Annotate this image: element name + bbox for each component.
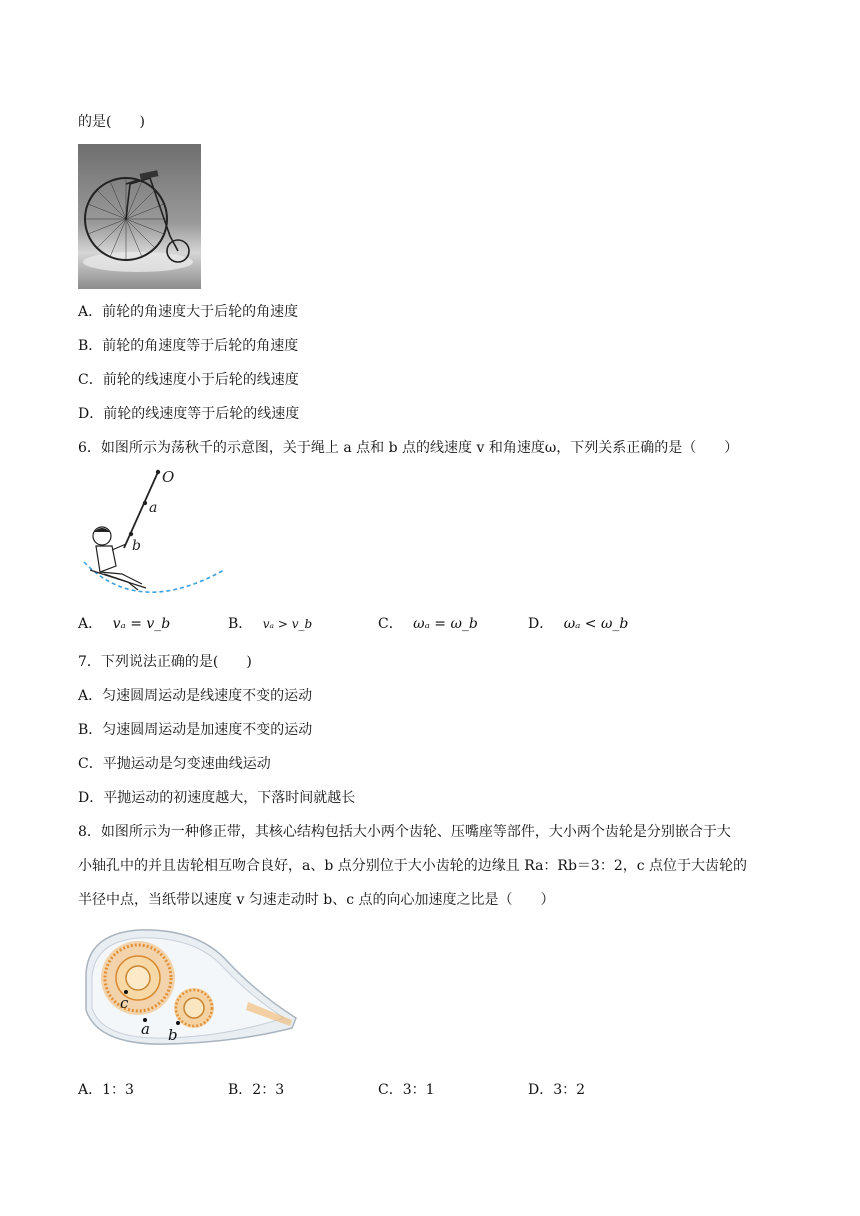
q8-option-b[interactable]: B．2：3 [228,1082,285,1098]
q6-option-b-letter: B． [228,616,253,632]
q7-option-b[interactable]: B．匀速圆周运动是加速度不变的运动 [78,722,313,738]
q5-option-b[interactable]: B．前轮的角速度等于后轮的角速度 [78,338,299,354]
q5-option-a[interactable]: A．前轮的角速度大于后轮的角速度 [78,304,299,320]
question-7-stem: 7．下列说法正确的是( ) [78,654,252,670]
q5-option-c[interactable]: C．前轮的线速度小于后轮的线速度 [78,372,299,388]
q6-option-c-letter: C． [378,616,403,632]
question-8-stem-line-2: 小轴孔中的并且齿轮相互吻合良好，a、b 点分别位于大小齿轮的边缘且 Ra：Rb＝3：2，c 点位于大齿轮的 [78,858,748,874]
q6-option-a-letter: A． [78,616,103,632]
q6-option-d-expr: ωₐ < ω_b [563,616,629,632]
tape-label-b: b [168,1026,178,1044]
q6-option-d[interactable] [528,614,628,634]
q8-option-c[interactable]: C．3：1 [378,1082,435,1098]
q8-option-d[interactable]: D．3：2 [528,1082,586,1098]
swing-label-b: b [132,538,141,554]
correction-tape-photo [78,922,300,1050]
q7-option-c[interactable]: C．平抛运动是匀变速曲线运动 [78,756,271,772]
swing-label-a: a [149,500,158,516]
swing-label-o: O [162,468,175,486]
q6-option-d-letter: D． [528,616,554,632]
q6-option-a-expr: vₐ = v_b [112,616,171,632]
swing-diagram [78,466,228,602]
q6-option-c-expr: ωₐ = ω_b [413,616,478,632]
q8-options-row [78,1080,698,1100]
q7-option-d[interactable]: D．平抛运动的初速度越大，下落时间就越长 [78,790,356,806]
tape-label-a: a [141,1020,150,1038]
tape-label-c: c [120,994,129,1012]
question-8-stem-line-1: 8．如图所示为一种修正带，其核心结构包括大小两个齿轮、压嘴座等部件，大小两个齿轮是分别嵌合于大 [78,824,731,840]
q6-option-b-expr: vₐ > v_b [262,617,313,631]
q7-option-a[interactable]: A．匀速圆周运动是线速度不变的运动 [78,688,313,704]
penny-farthing-photo [78,144,201,289]
question-6-stem: 6．如图所示为荡秋千的示意图，关于绳上 a 点和 b 点的线速度 v 和角速度ω，下列关系正确的是（ ） [78,440,739,456]
question-8-stem-line-3: 半径中点，当纸带以速度 v 匀速走动时 b、c 点的向心加速度之比是（ ） [78,892,555,908]
question-5-tail: 的是( ) [78,114,145,130]
q5-option-d[interactable]: D．前轮的线速度等于后轮的线速度 [78,406,300,422]
q6-option-a[interactable] [78,614,170,634]
q8-option-a[interactable]: A．1：3 [78,1082,134,1098]
q6-option-b[interactable] [228,614,312,634]
q6-option-c[interactable] [378,614,478,634]
q6-options-row [78,614,698,634]
